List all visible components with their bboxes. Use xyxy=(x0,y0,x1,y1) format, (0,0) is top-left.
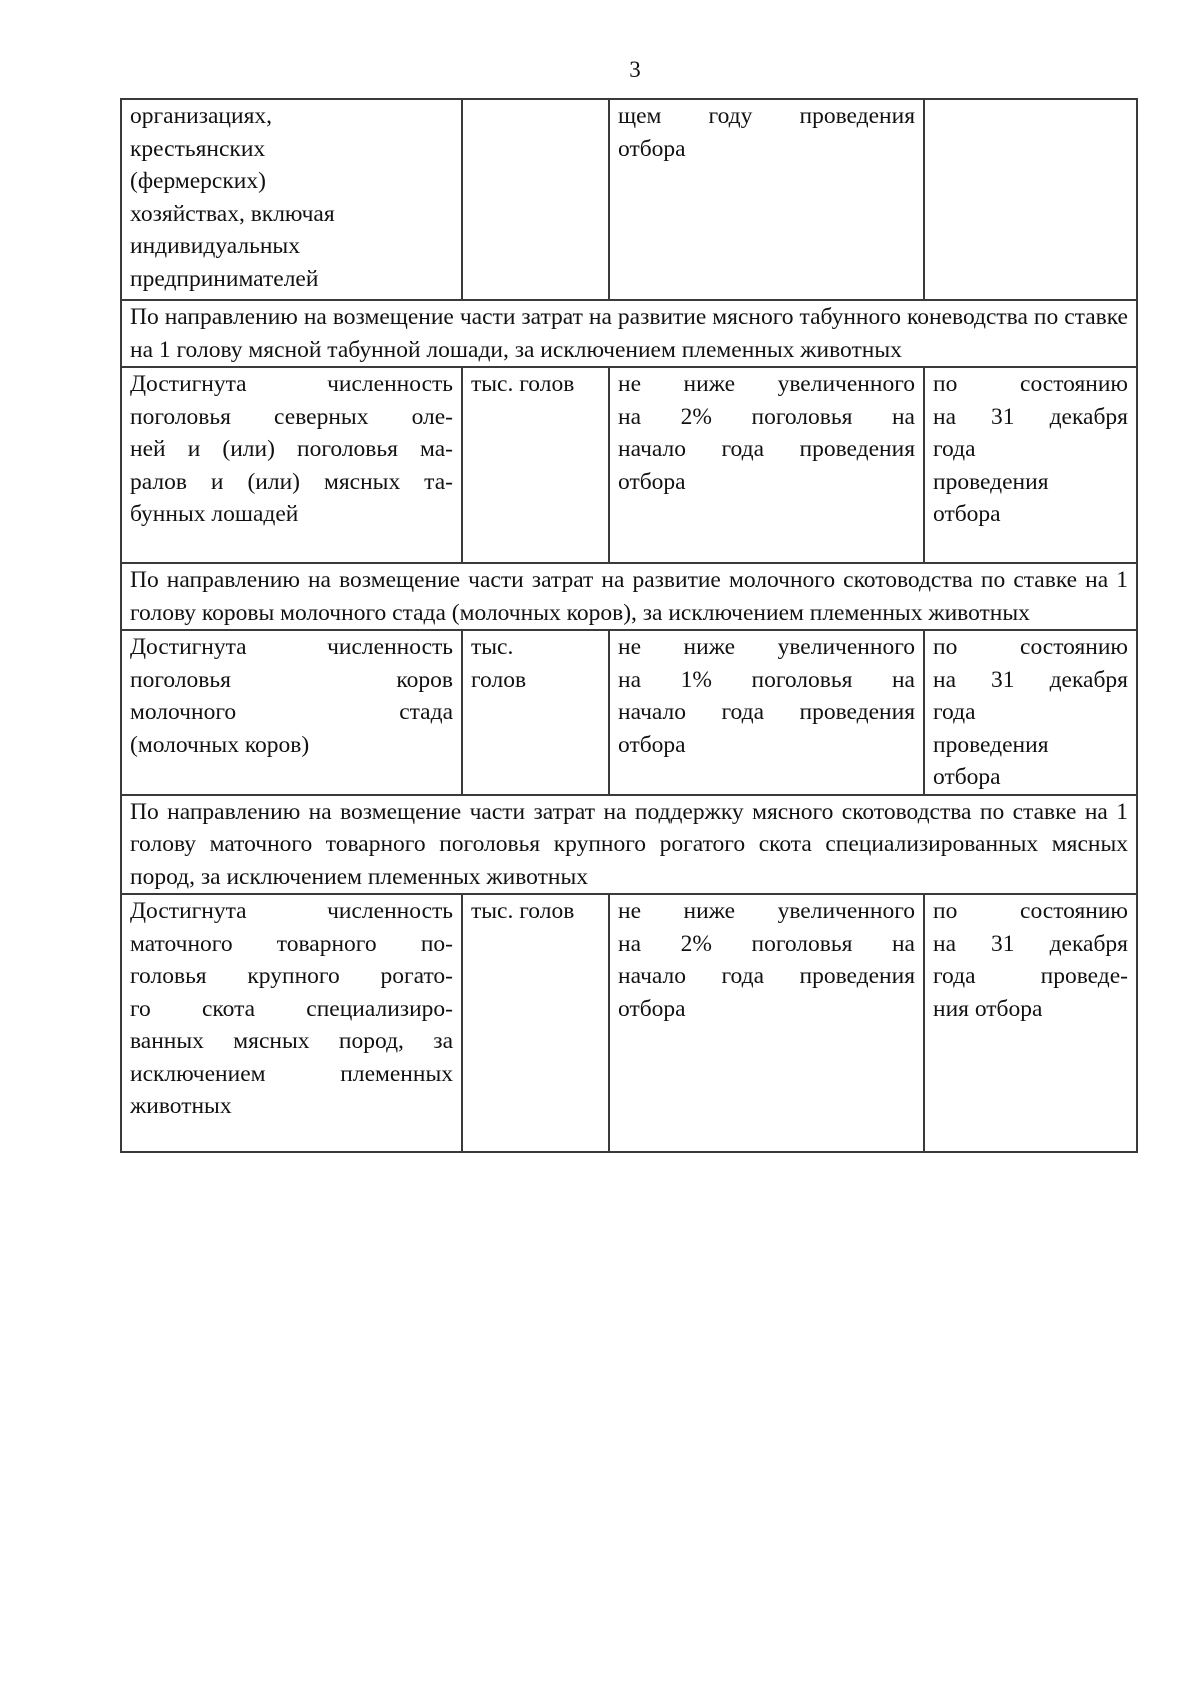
section-header-text: По направлению на возмещение части затрат на поддержку мясного скотоводства по ставке на 1 голову маточного товарного поголовья крупного рогатого скота специализированных мясных пород, за исключением племенных животных xyxy=(130,798,1128,890)
text-line: года проведе- xyxy=(933,963,1128,989)
text-line: на 1% поголовья на xyxy=(618,666,915,693)
text-line: ванных мясных пород, за xyxy=(130,1028,453,1054)
text-line: индивидуальных xyxy=(130,233,300,259)
unit-cell: тыс. голов xyxy=(462,367,609,563)
unit-cell xyxy=(462,99,609,300)
date-cell xyxy=(924,630,1137,795)
text-line: го скота специализиро- xyxy=(130,995,453,1022)
text-line: головья крупного рогато- xyxy=(130,963,453,989)
text-line: проведения xyxy=(933,731,1049,758)
text-line: отбора xyxy=(933,764,1001,790)
text-line: крестьянских xyxy=(130,135,266,162)
table-row-beef xyxy=(121,894,1137,1152)
date-cell xyxy=(924,367,1137,563)
text-line: бунных лошадей xyxy=(130,501,299,527)
section-header-cell xyxy=(121,300,1137,367)
text-line: отбора xyxy=(618,135,686,162)
date-cell xyxy=(924,99,1137,300)
section-header-dairy xyxy=(121,563,1137,630)
text-line: ней и (или) поголовья ма- xyxy=(130,436,453,462)
text-line: тыс. xyxy=(471,634,514,660)
section-header-text: По направлению на возмещение части затрат на развитие мясного табунного коневодства по ставке на 1 голову мясной табунной лошади, за исключением племенных животных xyxy=(130,304,1128,363)
text-line: отбора xyxy=(933,501,1001,527)
text-line: поголовья северных оле- xyxy=(130,403,453,430)
text-line: животных xyxy=(130,1093,232,1119)
table-row-continuation xyxy=(121,99,1137,300)
text-line: Достигнута численность xyxy=(130,371,453,397)
value-cell xyxy=(609,367,924,563)
text-line: на 2% поголовья на xyxy=(618,930,915,957)
indicator-cell xyxy=(121,367,462,563)
text-line: начало года проведения xyxy=(618,436,915,462)
text-line: поголовья коров xyxy=(130,666,453,693)
text-line: не ниже увеличенного xyxy=(618,898,915,924)
value-cell xyxy=(609,894,924,1152)
table-row-dairy xyxy=(121,630,1137,795)
section-header-cell xyxy=(121,563,1137,630)
text-line: на 31 декабря xyxy=(933,666,1128,693)
text-line: отбора xyxy=(618,731,686,758)
text-line: (фермерских) xyxy=(130,168,266,194)
section-header-beef xyxy=(121,795,1137,895)
text-line: на 31 декабря xyxy=(933,930,1128,957)
text-line: по состоянию xyxy=(933,634,1128,660)
text-line: голов xyxy=(471,666,527,693)
text-line: отбора xyxy=(618,995,686,1022)
text-line: не ниже увеличенного xyxy=(618,371,915,397)
indicator-cell xyxy=(121,630,462,795)
text-line: на 2% поголовья на xyxy=(618,403,915,430)
text-line: (молочных коров) xyxy=(130,731,310,758)
text-line: начало года проведения xyxy=(618,963,915,989)
indicator-cell xyxy=(121,894,462,1152)
text-line: по состоянию xyxy=(933,898,1128,924)
text-line: хозяйствах, включая xyxy=(130,200,335,227)
text-line: организациях, xyxy=(130,103,273,129)
text-line: Достигнута численность xyxy=(130,634,453,660)
text-line: маточного товарного по- xyxy=(130,930,453,957)
indicator-cell xyxy=(121,99,462,300)
indicators-table xyxy=(120,98,1138,1153)
value-cell xyxy=(609,99,924,300)
page-number: 3 xyxy=(629,57,641,82)
text-line: на 31 декабря xyxy=(933,403,1128,430)
date-cell xyxy=(924,894,1137,1152)
unit-cell: тыс. голов xyxy=(462,894,609,1152)
value-cell xyxy=(609,630,924,795)
text-line: отбора xyxy=(618,468,686,495)
text-line: ния отбора xyxy=(933,995,1043,1022)
section-header-text: По направлению на возмещение части затрат на развитие молочного скотоводства по ставке на 1 голову коровы молочного стада (молочных коров), за исключением племенных животных xyxy=(130,567,1128,626)
text-line: предпринимателей xyxy=(130,265,319,292)
text-line: молочного стада xyxy=(130,699,453,725)
section-header-horses xyxy=(121,300,1137,367)
text-line: года xyxy=(933,699,976,725)
table-row-horses xyxy=(121,367,1137,563)
text-line: года xyxy=(933,436,976,462)
text-line: не ниже увеличенного xyxy=(618,634,915,660)
text-line: ралов и (или) мясных та- xyxy=(130,468,453,495)
text-line: Достигнута численность xyxy=(130,898,453,924)
unit-cell xyxy=(462,630,609,795)
text-line: щем году проведения xyxy=(618,103,915,129)
text-line: проведения xyxy=(933,468,1049,495)
section-header-cell xyxy=(121,795,1137,895)
text-line: начало года проведения xyxy=(618,699,915,725)
text-line: по состоянию xyxy=(933,371,1128,397)
text-line: исключением племенных xyxy=(130,1060,453,1087)
